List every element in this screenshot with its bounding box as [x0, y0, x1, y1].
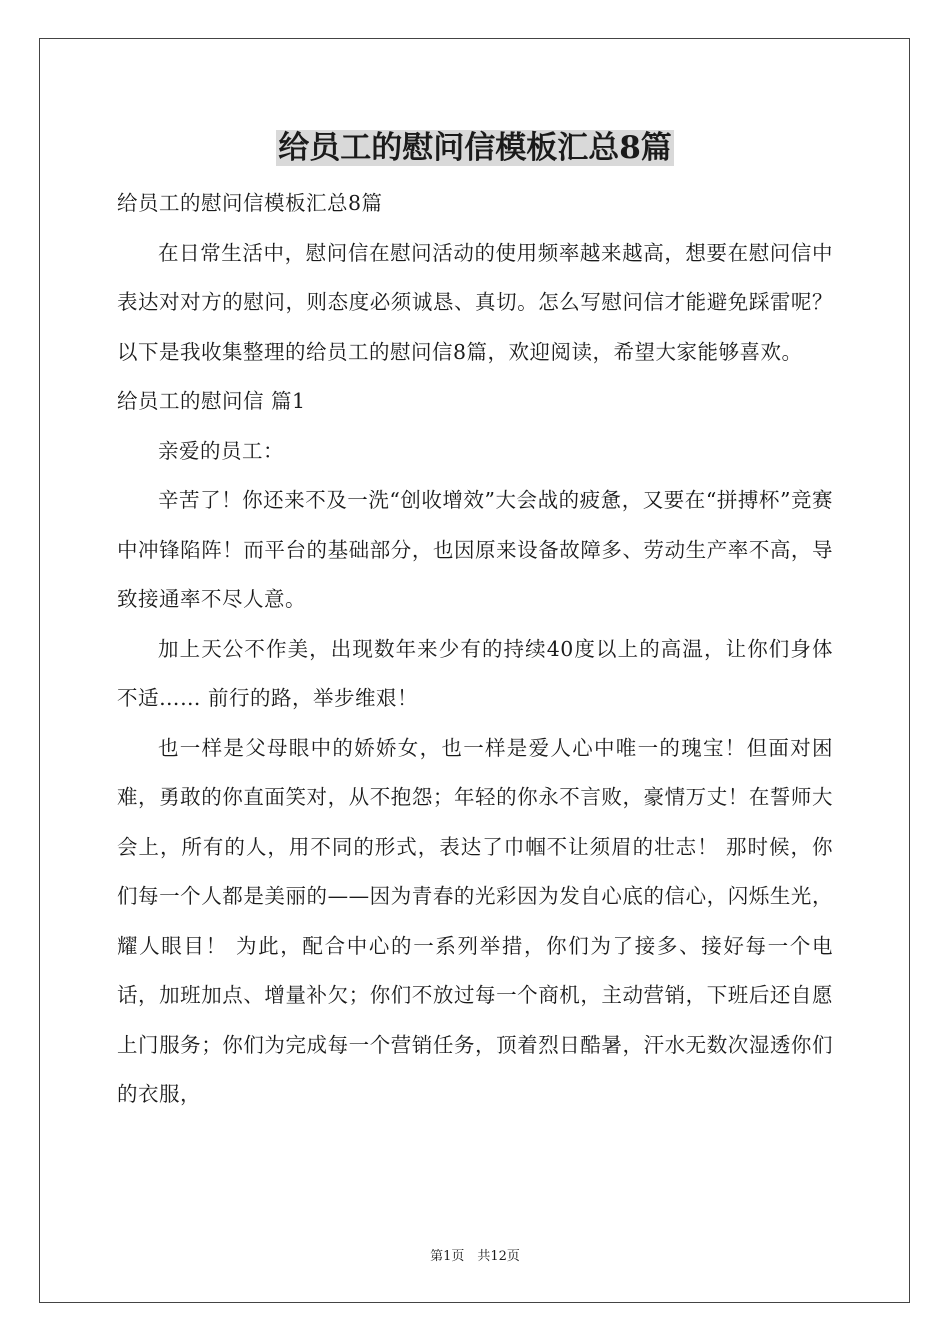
subtitle-line: 给员工的慰问信模板汇总8篇: [117, 191, 383, 215]
intro-paragraph: 在日常生活中，慰问信在慰问活动的使用频率越来越高，想要在慰问信中表达对对方的慰问，则态度必须诚恳、真切。怎么写慰问信才能避免踩雷呢？以下是我收集整理的给员工的慰问信8篇，欢迎阅读，希望大家能够喜欢。: [117, 240, 833, 364]
body-paragraph-2: 加上天公不作美，出现数年来少有的持续40度以上的高温，让你们身体不适…… 前行的路，举步维艰！: [117, 636, 833, 710]
document-title: [0, 126, 950, 170]
greeting-paragraph: 亲爱的员工：: [158, 438, 284, 463]
document-body: [117, 179, 833, 1120]
body-paragraph-3: 也一样是父母眼中的娇娇女，也一样是爱人心中唯一的瑰宝！但面对困难，勇敢的你直面笑对，从不抱怨；年轻的你永不言败，豪情万丈！在誓师大会上，所有的人，用不同的形式，表达了巾帼不让须眉的壮志！ 那时候，你们每一个人都是美丽的——因为青春的光彩因为发自心底的信心，闪烁生光，耀人眼目！ 为此，配合中心的一系列举措，你们为了接多、接好每一个电话，加班加点、增量补欠；你们不放过每一个商机，主动营销，下班后还自愿上门服务；你们为完成每一个营销任务，顶着烈日酷暑，汗水无数次湿透你们的衣服，: [117, 735, 833, 1106]
body-paragraph-1: 辛苦了！你还来不及一洗“创收增效”大会战的疲惫，又要在“拼搏杯”竞赛中冲锋陷阵！而平台的基础部分，也因原来设备故障多、劳动生产率不高，导致接通率不尽人意。: [117, 488, 833, 611]
document-title-text: 给员工的慰问信模板汇总8篇: [278, 130, 672, 166]
section-heading: 给员工的慰问信 篇1: [117, 389, 306, 413]
page-footer: 第1页 共12页: [430, 1249, 520, 1264]
